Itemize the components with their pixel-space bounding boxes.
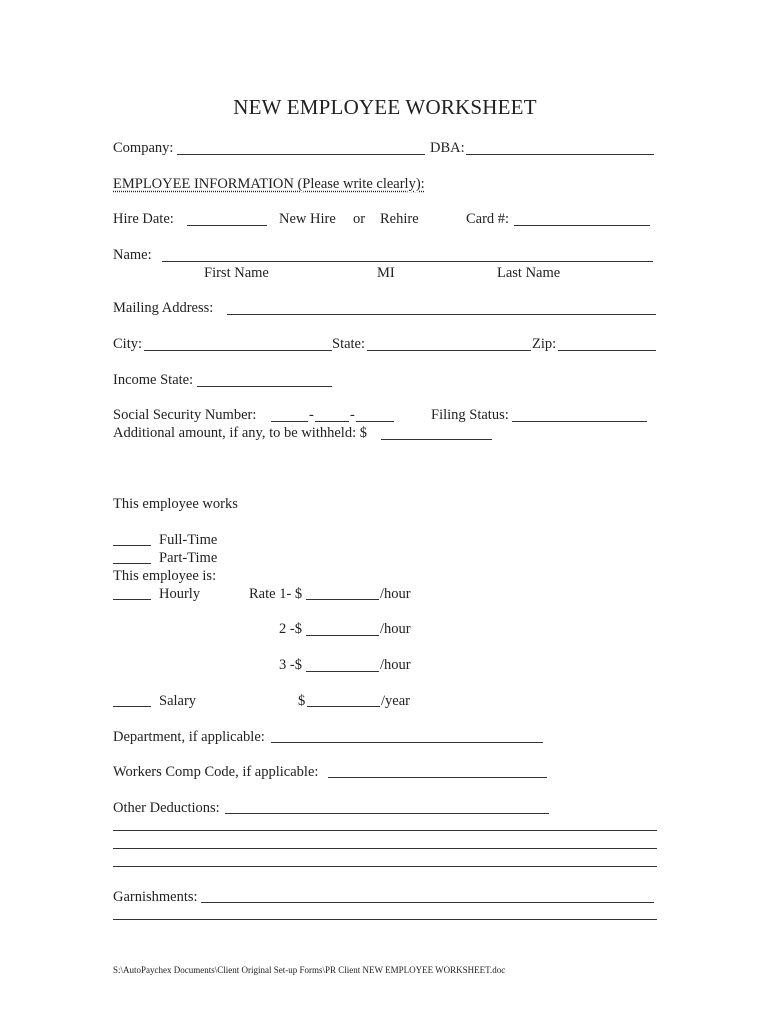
- or-text: or: [353, 211, 366, 227]
- ssn-label: Social Security Number:: [113, 407, 257, 423]
- salary-unit: /year: [381, 693, 410, 709]
- zip-label: Zip:: [532, 336, 557, 352]
- hire-date-label: Hire Date:: [113, 211, 174, 227]
- other-deductions-line-3[interactable]: [113, 848, 657, 849]
- last-name-caption: Last Name: [497, 265, 561, 281]
- department-field[interactable]: [271, 742, 543, 743]
- footer-file-path: S:\AutoPaychex Documents\Client Original Set-up Forms\PR Client NEW EMPLOYEE WORKSHEET.doc: [113, 965, 506, 975]
- new-hire-option[interactable]: New Hire: [279, 211, 336, 227]
- dba-field[interactable]: [466, 154, 654, 155]
- garnishments-line-2[interactable]: [113, 919, 657, 920]
- department-label: Department, if applicable:: [113, 729, 265, 745]
- workers-comp-field[interactable]: [328, 777, 547, 778]
- rehire-option[interactable]: Rehire: [380, 211, 419, 227]
- additional-amount-field[interactable]: [381, 439, 492, 440]
- part-time-checkline[interactable]: [113, 563, 151, 564]
- rate-2-prefix: 2 -$: [279, 621, 302, 637]
- company-field[interactable]: [177, 154, 425, 155]
- name-field[interactable]: [162, 261, 653, 262]
- mailing-address-field[interactable]: [227, 314, 656, 315]
- rate-2-unit: /hour: [380, 621, 411, 637]
- salary-field[interactable]: [307, 706, 380, 707]
- rate-3-field[interactable]: [306, 671, 379, 672]
- ssn-separator-1: -: [309, 407, 314, 423]
- ssn-part3-field[interactable]: [356, 421, 394, 422]
- workers-comp-label: Workers Comp Code, if applicable:: [113, 764, 319, 780]
- rate-1-field[interactable]: [306, 599, 379, 600]
- city-field[interactable]: [144, 350, 332, 351]
- other-deductions-line-4[interactable]: [113, 866, 657, 867]
- employee-is-heading: This employee is:: [113, 568, 217, 584]
- rate-1-prefix: Rate 1- $: [249, 586, 303, 602]
- rate-3-prefix: 3 -$: [279, 657, 302, 673]
- full-time-checkline[interactable]: [113, 545, 151, 546]
- hourly-checkline[interactable]: [113, 599, 151, 600]
- city-label: City:: [113, 336, 143, 352]
- salary-prefix: $: [298, 693, 306, 709]
- company-label: Company:: [113, 140, 174, 156]
- hire-date-field[interactable]: [187, 225, 267, 226]
- state-field[interactable]: [367, 350, 531, 351]
- zip-field[interactable]: [558, 350, 656, 351]
- other-deductions-field[interactable]: [225, 813, 549, 814]
- mailing-address-label: Mailing Address:: [113, 300, 214, 316]
- other-deductions-line-2[interactable]: [113, 830, 657, 831]
- part-time-label: Part-Time: [159, 550, 218, 566]
- card-label: Card #:: [466, 211, 510, 227]
- hourly-label: Hourly: [159, 586, 201, 602]
- full-time-label: Full-Time: [159, 532, 218, 548]
- dba-label: DBA:: [430, 140, 465, 156]
- rate-3-unit: /hour: [380, 657, 411, 673]
- first-name-caption: First Name: [204, 265, 269, 281]
- employee-works-heading: This employee works: [113, 496, 238, 512]
- name-label: Name:: [113, 247, 152, 263]
- income-state-label: Income State:: [113, 372, 194, 388]
- filing-status-label: Filing Status:: [431, 407, 509, 423]
- rate-2-field[interactable]: [306, 635, 379, 636]
- ssn-part2-field[interactable]: [315, 421, 349, 422]
- garnishments-field[interactable]: [201, 902, 654, 903]
- additional-amount-label: Additional amount, if any, to be withheld: $: [113, 425, 367, 441]
- income-state-field[interactable]: [197, 386, 332, 387]
- section-heading: EMPLOYEE INFORMATION (Please write clearly):: [113, 176, 425, 192]
- salary-checkline[interactable]: [113, 706, 151, 707]
- rate-1-unit: /hour: [380, 586, 411, 602]
- page-title: NEW EMPLOYEE WORKSHEET: [233, 95, 537, 119]
- state-label: State:: [332, 336, 366, 352]
- ssn-part1-field[interactable]: [271, 421, 308, 422]
- other-deductions-label: Other Deductions:: [113, 800, 220, 816]
- garnishments-label: Garnishments:: [113, 889, 198, 905]
- mi-caption: MI: [377, 265, 395, 281]
- card-field[interactable]: [514, 225, 650, 226]
- filing-status-field[interactable]: [512, 421, 647, 422]
- ssn-separator-2: -: [350, 407, 355, 423]
- salary-label: Salary: [159, 693, 197, 709]
